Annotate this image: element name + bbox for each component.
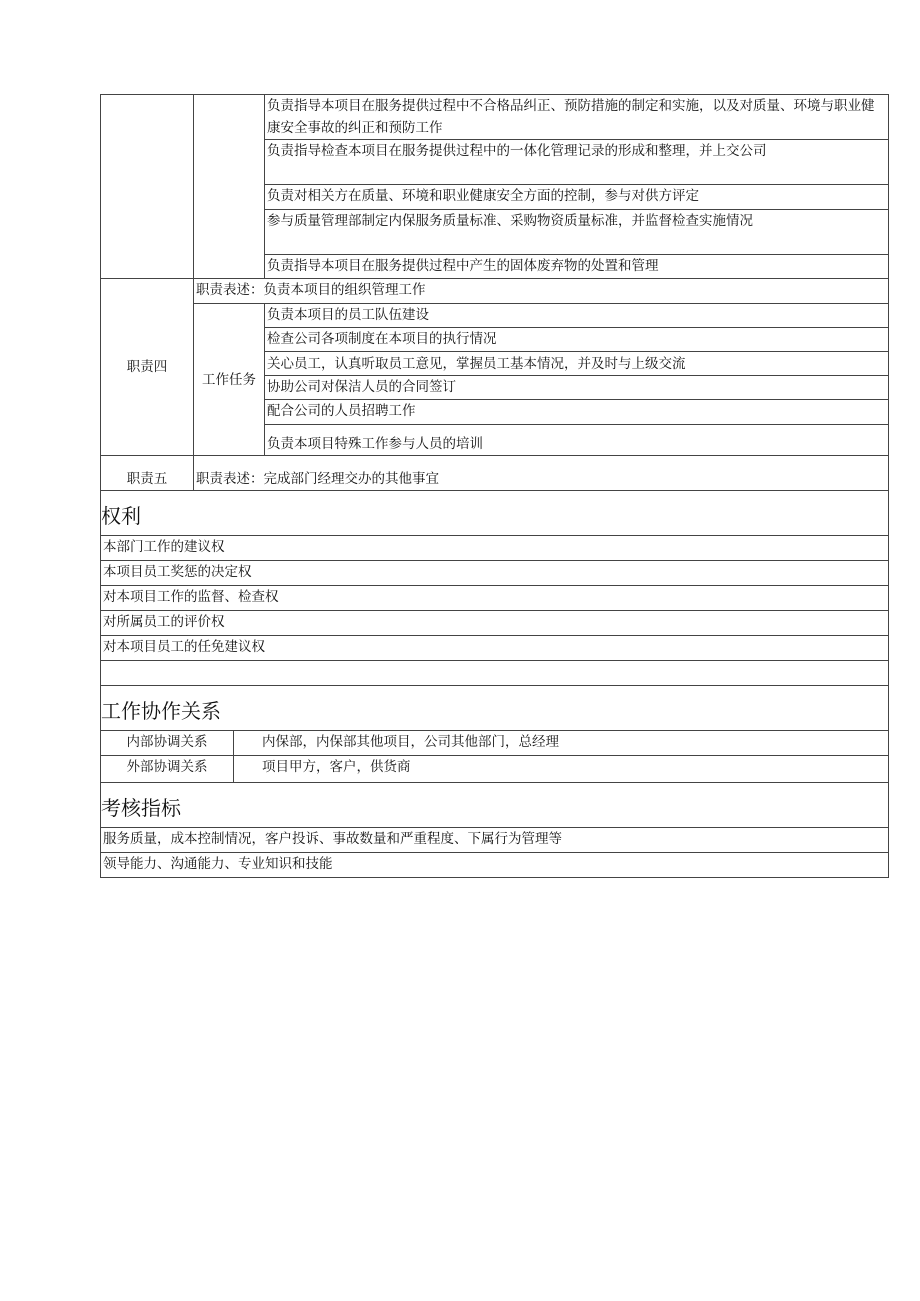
duties-table bbox=[100, 94, 889, 491]
rights-item: 对所属员工的评价权 bbox=[101, 611, 889, 636]
rights-heading: 权利 bbox=[100, 491, 889, 535]
relation-label: 内部协调关系 bbox=[101, 731, 234, 756]
duty3-task-label-cell bbox=[194, 95, 265, 279]
duty4-task-6: 负责本项目特殊工作参与人员的培训 bbox=[265, 425, 889, 456]
job-description-document bbox=[100, 94, 889, 878]
duty3-task-3: 负责对相关方在质量、环境和职业健康安全方面的控制，参与对供方评定 bbox=[265, 185, 889, 210]
relation-value: 项目甲方，客户，供货商 bbox=[234, 756, 889, 783]
duty4-statement: 职责表述：负责本项目的组织管理工作 bbox=[194, 279, 889, 304]
kpi-item: 服务质量，成本控制情况，客户投诉、事故数量和严重程度、下属行为管理等 bbox=[101, 828, 889, 853]
duty4-task-1: 负责本项目的员工队伍建设 bbox=[265, 304, 889, 328]
duty4-label: 职责四 bbox=[101, 279, 194, 456]
duty5-statement: 职责表述：完成部门经理交办的其他事宜 bbox=[194, 456, 889, 491]
duty3-task-2: 负责指导检查本项目在服务提供过程中的一体化管理记录的形成和整理，并上交公司 bbox=[265, 140, 889, 185]
duty4-task-2: 检查公司各项制度在本项目的执行情况 bbox=[265, 328, 889, 352]
rights-item: 本部门工作的建议权 bbox=[101, 536, 889, 561]
duty3-task-4: 参与质量管理部制定内保服务质量标准、采购物资质量标准，并监督检查实施情况 bbox=[265, 210, 889, 255]
relations-heading: 工作协作关系 bbox=[100, 686, 889, 730]
duty3-label-cell bbox=[101, 95, 194, 279]
relation-label: 外部协调关系 bbox=[101, 756, 234, 783]
duty5-label: 职责五 bbox=[101, 456, 194, 491]
rights-item-empty bbox=[101, 661, 889, 686]
rights-item: 对本项目工作的监督、检查权 bbox=[101, 586, 889, 611]
relation-value: 内保部，内保部其他项目，公司其他部门，总经理 bbox=[234, 731, 889, 756]
kpi-table bbox=[100, 827, 889, 878]
duty4-task-4: 协助公司对保洁人员的合同签订 bbox=[265, 376, 889, 400]
duty3-task-5: 负责指导本项目在服务提供过程中产生的固体废弃物的处置和管理 bbox=[265, 255, 889, 279]
relations-table bbox=[100, 730, 889, 783]
kpi-heading: 考核指标 bbox=[100, 783, 889, 827]
rights-item: 对本项目员工的任免建议权 bbox=[101, 636, 889, 661]
duty3-task-1: 负责指导本项目在服务提供过程中不合格品纠正、预防措施的制定和实施，以及对质量、环境与职业健康安全事故的纠正和预防工作 bbox=[265, 95, 889, 140]
rights-table bbox=[100, 535, 889, 686]
duty4-task-label: 工作任务 bbox=[194, 304, 265, 456]
rights-item: 本项目员工奖惩的决定权 bbox=[101, 561, 889, 586]
kpi-item: 领导能力、沟通能力、专业知识和技能 bbox=[101, 853, 889, 878]
duty4-task-5: 配合公司的人员招聘工作 bbox=[265, 400, 889, 425]
duty4-task-3: 关心员工，认真听取员工意见，掌握员工基本情况，并及时与上级交流 bbox=[265, 352, 889, 376]
